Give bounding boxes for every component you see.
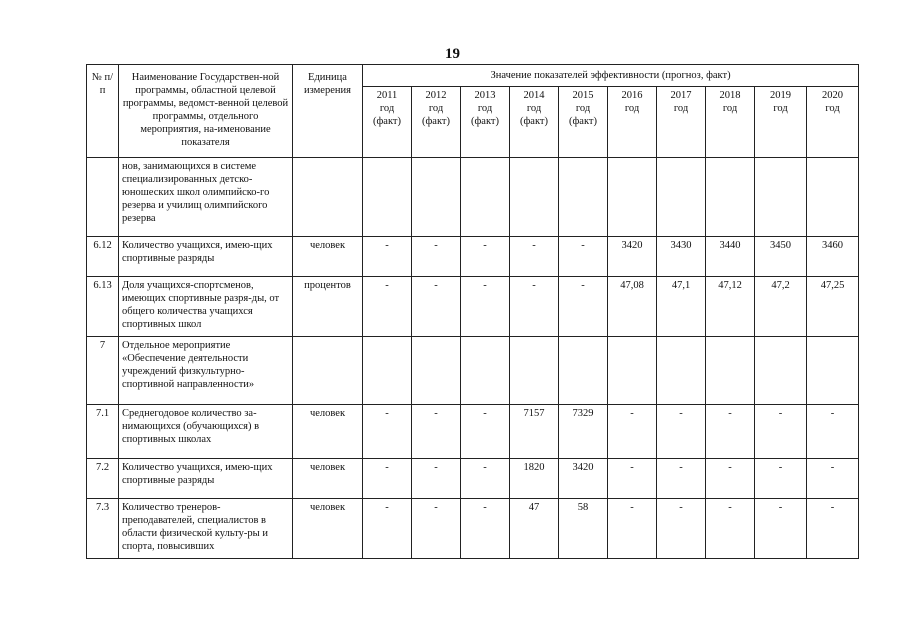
unit-of-measure: человек [293,459,363,499]
value-cell-2012: - [412,237,461,277]
value-cell-2011: - [363,459,412,499]
unit-of-measure [293,337,363,405]
value-cell-2012 [412,158,461,237]
value-cell-2014: 1820 [510,459,559,499]
header-year-line3: (факт) [421,116,450,127]
value-cell-2018: - [706,405,755,459]
value-cell-2018: - [706,499,755,559]
value-cell-2015 [559,158,608,237]
header-year-2019 [755,87,807,158]
header-year-line3: (факт) [470,116,499,127]
value-cell-2017: - [657,459,706,499]
value-cell-2012: - [412,499,461,559]
indicator-name: Количество тренеров-преподавателей, специалистов в области физической культу-ры и спорта, повысивших [119,499,293,559]
header-year-line3: (факт) [372,116,401,127]
unit-of-measure: человек [293,237,363,277]
value-cell-2018 [706,158,755,237]
header-year-line3: (факт) [568,116,597,127]
table-row [87,277,859,337]
indicators-table [86,64,859,559]
row-number: 7.3 [87,499,119,559]
header-year-year: 2011 [376,90,398,101]
value-cell-2020: - [807,459,859,499]
unit-of-measure: человек [293,499,363,559]
table-row [87,459,859,499]
header-year-2018 [706,87,755,158]
header-year-2020 [807,87,859,158]
value-cell-2013 [461,158,510,237]
value-cell-2016: - [608,405,657,459]
value-cell-2018: 47,12 [706,277,755,337]
header-year-2013 [461,87,510,158]
value-cell-2012: - [412,277,461,337]
value-cell-2011 [363,158,412,237]
value-cell-2017: - [657,405,706,459]
value-cell-2017: - [657,499,706,559]
header-year-line2: год [379,103,395,114]
value-cell-2019 [755,337,807,405]
value-cell-2016 [608,158,657,237]
header-year-year: 2020 [822,90,844,101]
header-year-line2: год [624,103,640,114]
value-cell-2017: 47,1 [657,277,706,337]
value-cell-2015: 58 [559,499,608,559]
table-row [87,158,859,237]
header-year-year: 2013 [474,90,496,101]
value-cell-2011: - [363,499,412,559]
header-year-line2: год [428,103,444,114]
table-row [87,237,859,277]
header-year-line2: год [575,103,591,114]
value-cell-2019: - [755,499,807,559]
row-number: 7.2 [87,459,119,499]
header-year-line3: (факт) [519,116,548,127]
row-number: 6.12 [87,237,119,277]
value-cell-2013: - [461,499,510,559]
value-cell-2018 [706,337,755,405]
header-year-line2: год [526,103,542,114]
indicator-name: Отдельное мероприятие «Обеспечение деятельности учреждений физкультурно-спортивной направленности» [119,337,293,405]
row-number: 7 [87,337,119,405]
value-cell-2014: - [510,277,559,337]
header-year-line2: год [673,103,689,114]
value-cell-2013: - [461,237,510,277]
header-year-2016 [608,87,657,158]
value-cell-2014 [510,158,559,237]
header-year-2011 [363,87,412,158]
value-cell-2016: - [608,499,657,559]
header-year-year: 2015 [572,90,594,101]
header-year-line2: год [722,103,738,114]
indicator-name: Среднегодовое количество за-нимающихся (обучающихся) в спортивных школах [119,405,293,459]
value-cell-2015 [559,337,608,405]
value-cell-2017: 3430 [657,237,706,277]
indicator-name: Количество учащихся, имею-щих спортивные разряды [119,459,293,499]
unit-of-measure: процентов [293,277,363,337]
value-cell-2014: - [510,237,559,277]
header-num: № п/п [87,65,119,158]
row-number: 7.1 [87,405,119,459]
value-cell-2017 [657,337,706,405]
value-cell-2017 [657,158,706,237]
value-cell-2011: - [363,237,412,277]
value-cell-2011: - [363,405,412,459]
table-row [87,499,859,559]
value-cell-2019 [755,158,807,237]
value-cell-2020: - [807,499,859,559]
value-cell-2013: - [461,277,510,337]
value-cell-2012 [412,337,461,405]
header-year-year: 2017 [670,90,692,101]
value-cell-2014: 7157 [510,405,559,459]
value-cell-2013: - [461,405,510,459]
table-row [87,337,859,405]
header-year-year: 2019 [770,90,791,101]
header-year-2017 [657,87,706,158]
header-name: Наименование Государствен-ной программы, областной целевой программы, ведомст-венной целевой программы, отдельного мероприятия, на-именование показателя [119,65,293,158]
value-cell-2015: 3420 [559,459,608,499]
value-cell-2016: - [608,459,657,499]
value-cell-2019: - [755,405,807,459]
value-cell-2012: - [412,405,461,459]
header-year-year: 2014 [523,90,545,101]
table-row [87,405,859,459]
header-year-2015 [559,87,608,158]
value-cell-2011: - [363,277,412,337]
unit-of-measure: человек [293,405,363,459]
row-number [87,158,119,237]
value-cell-2015: 7329 [559,405,608,459]
value-cell-2020 [807,337,859,405]
value-cell-2013: - [461,459,510,499]
unit-of-measure [293,158,363,237]
page-number: 19 [445,46,460,62]
header-values-group: Значение показателей эффективности (прогноз, факт) [363,65,859,87]
header-year-year: 2016 [621,90,643,101]
value-cell-2018: 3440 [706,237,755,277]
indicator-name: Количество учащихся, имею-щих спортивные разряды [119,237,293,277]
indicator-name: нов, занимающихся в системе специализированных детско-юношеских школ олимпийско-го резерва и училищ олимпийского резерва [119,158,293,237]
value-cell-2016: 47,08 [608,277,657,337]
header-year-line2: год [825,103,840,114]
header-year-2012 [412,87,461,158]
value-cell-2020: 3460 [807,237,859,277]
header-year-year: 2018 [719,90,741,101]
value-cell-2020: 47,25 [807,277,859,337]
value-cell-2018: - [706,459,755,499]
value-cell-2014: 47 [510,499,559,559]
value-cell-2020 [807,158,859,237]
header-year-line2: год [773,103,788,114]
header-year-line2: год [477,103,493,114]
value-cell-2019: 3450 [755,237,807,277]
header-unit: Единица измерения [293,65,363,158]
header-year-year: 2012 [425,90,447,101]
value-cell-2015: - [559,277,608,337]
row-number: 6.13 [87,277,119,337]
value-cell-2015: - [559,237,608,277]
value-cell-2019: - [755,459,807,499]
value-cell-2016: 3420 [608,237,657,277]
header-year-2014 [510,87,559,158]
value-cell-2014 [510,337,559,405]
indicator-name: Доля учащихся-спортсменов, имеющих спортивные разря-ды, от общего количества учащихся спортивных школ [119,277,293,337]
value-cell-2020: - [807,405,859,459]
value-cell-2011 [363,337,412,405]
value-cell-2012: - [412,459,461,499]
value-cell-2013 [461,337,510,405]
value-cell-2019: 47,2 [755,277,807,337]
value-cell-2016 [608,337,657,405]
